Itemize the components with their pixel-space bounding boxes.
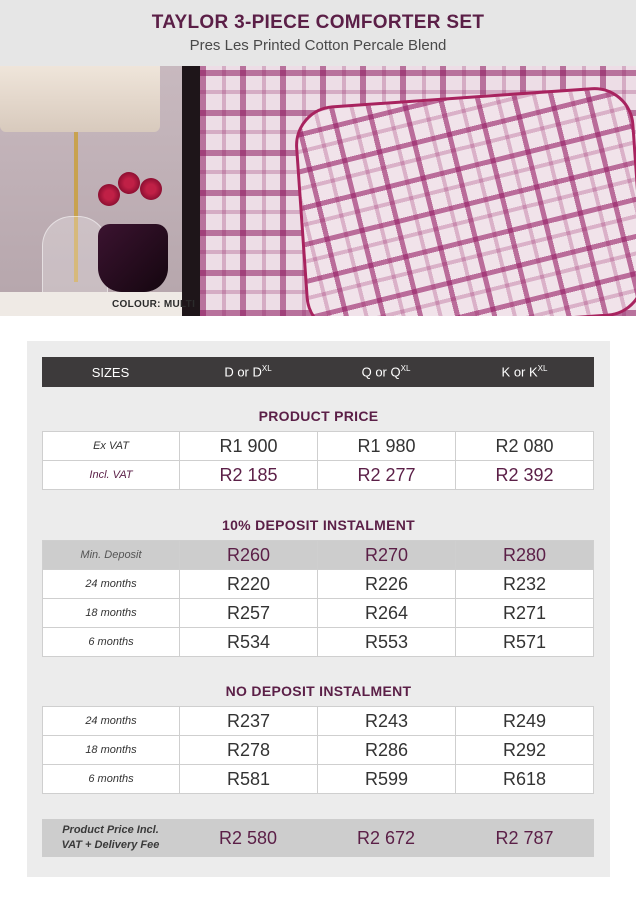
- price-cell: R286: [318, 736, 456, 765]
- header: [0, 0, 636, 66]
- sizes-label: SIZES: [91, 364, 130, 380]
- colour-label: COLOUR: MULTI: [112, 299, 196, 310]
- product-price-heading: PRODUCT PRICE: [258, 408, 379, 424]
- sizes-header-bar: [42, 357, 594, 387]
- deposit-instalment-table: [42, 540, 594, 657]
- price-cell: R232: [456, 570, 594, 599]
- row-label: 6 months: [43, 765, 180, 794]
- delivery-label: Product Price Incl. VAT + Delivery Fee: [61, 824, 160, 851]
- price-cell: R257: [180, 599, 318, 628]
- row-label: Min. Deposit: [43, 541, 180, 570]
- row-label: Incl. VAT: [43, 461, 180, 490]
- table-row: [43, 599, 594, 628]
- table-row: [43, 628, 594, 657]
- size-double: D or $D^{XL}$: [224, 364, 272, 380]
- price-cell: R264: [318, 599, 456, 628]
- row-label: 18 months: [43, 736, 180, 765]
- row-label: 24 months: [43, 570, 180, 599]
- price-cell: R2 392: [456, 461, 594, 490]
- table-row: [43, 765, 594, 794]
- delivery-price-row: [42, 819, 594, 857]
- price-cell: R280: [456, 541, 594, 570]
- price-cell: R249: [456, 707, 594, 736]
- price-cell: R278: [180, 736, 318, 765]
- deposit-instalment-heading: 10% DEPOSIT INSTALMENT: [221, 517, 416, 533]
- price-cell: R618: [456, 765, 594, 794]
- price-cell: R220: [180, 570, 318, 599]
- price-cell: R226: [318, 570, 456, 599]
- row-label: 24 months: [43, 707, 180, 736]
- price-cell: R292: [456, 736, 594, 765]
- price-cell: R270: [318, 541, 456, 570]
- price-cell: R1 900: [180, 432, 318, 461]
- price-cell: R1 980: [318, 432, 456, 461]
- price-cell: R534: [180, 628, 318, 657]
- price-cell: R237: [180, 707, 318, 736]
- row-label: 6 months: [43, 628, 180, 657]
- price-cell: R2 580: [218, 827, 278, 848]
- price-panel: [27, 341, 610, 877]
- price-cell: R2 277: [318, 461, 456, 490]
- table-row: [43, 707, 594, 736]
- price-cell: R599: [318, 765, 456, 794]
- product-photo: [0, 66, 636, 316]
- row-label: 18 months: [43, 599, 180, 628]
- table-row: [43, 432, 594, 461]
- plaid-pillow: [292, 84, 636, 316]
- size-queen: Q or $Q^{XL}$: [361, 364, 411, 380]
- flowers: [96, 170, 176, 220]
- price-cell: R271: [456, 599, 594, 628]
- price-cell: R2 185: [180, 461, 318, 490]
- price-cell: R2 787: [495, 827, 554, 848]
- table-row: [43, 461, 594, 490]
- size-king: K or $K^{XL}$: [501, 364, 548, 380]
- vase: [98, 224, 168, 292]
- table-row: [43, 541, 594, 570]
- price-cell: R553: [318, 628, 456, 657]
- row-label: Ex VAT: [43, 432, 180, 461]
- no-deposit-instalment-heading: NO DEPOSIT INSTALMENT: [225, 683, 412, 699]
- price-cell: R260: [180, 541, 318, 570]
- price-cell: R571: [456, 628, 594, 657]
- page-title: TAYLOR 3-PIECE COMFORTER SET: [151, 12, 485, 33]
- price-cell: R581: [180, 765, 318, 794]
- table-row: [43, 570, 594, 599]
- price-cell: R243: [318, 707, 456, 736]
- price-cell: R2 672: [356, 827, 416, 848]
- table-row: [43, 736, 594, 765]
- product-price-table: [42, 431, 594, 490]
- no-deposit-instalment-table: [42, 706, 594, 794]
- price-cell: R2 080: [456, 432, 594, 461]
- lamp-shade: [0, 66, 160, 132]
- page-subtitle: Pres Les Printed Cotton Percale Blend: [189, 37, 447, 54]
